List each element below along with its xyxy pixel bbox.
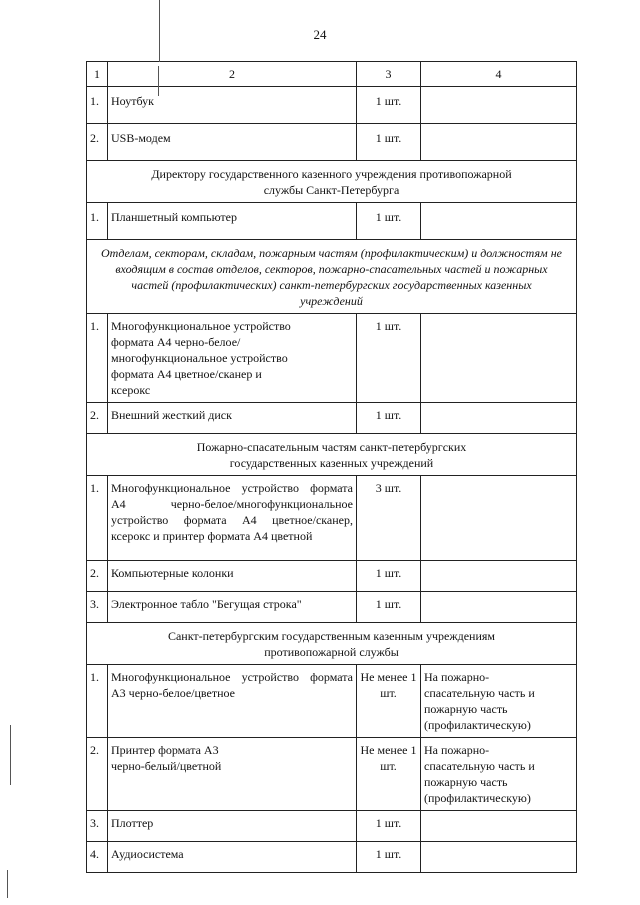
item-name: Планшетный компьютер xyxy=(108,203,357,240)
scan-mark xyxy=(7,870,8,898)
row-number: 2. xyxy=(87,561,108,592)
item-quantity: 1 шт. xyxy=(357,842,421,873)
table-row xyxy=(87,203,577,240)
item-note xyxy=(421,124,577,161)
table-row xyxy=(87,476,577,561)
item-note xyxy=(421,314,577,403)
row-number: 4. xyxy=(87,842,108,873)
item-note xyxy=(421,203,577,240)
item-note xyxy=(421,403,577,434)
section-title-fire-service: Санкт-петербургским государственным казенным учреждениям противопожарной службы xyxy=(87,623,577,665)
item-note: На пожарно-спасательную часть и пожарную часть (профилактическую) xyxy=(421,665,577,738)
item-name: Многофункциональное устройство формата А3 черно-белое/цветное xyxy=(108,665,357,738)
row-number: 2. xyxy=(87,738,108,811)
item-name: Компьютерные колонки xyxy=(108,561,357,592)
item-name: Аудиосистема xyxy=(108,842,357,873)
column-header: 3 xyxy=(357,62,421,87)
item-quantity: 1 шт. xyxy=(357,811,421,842)
table-row xyxy=(87,738,577,811)
row-number: 1. xyxy=(87,87,108,124)
row-number: 2. xyxy=(87,403,108,434)
item-name: Многофункциональное устройство формата А4 черно-белое/многофункциональное устройство формата А4 цветное/сканер и ксерокс xyxy=(108,314,357,403)
item-note xyxy=(421,592,577,623)
table-row xyxy=(87,314,577,403)
row-number: 1. xyxy=(87,203,108,240)
page-number: 24 xyxy=(313,27,327,42)
section-title-director: Директору государственного казенного учреждения противопожарной службы Санкт-Петербурга xyxy=(87,161,577,203)
table-header-row xyxy=(87,62,577,87)
section-header-row xyxy=(87,623,577,665)
item-quantity: 3 шт. xyxy=(357,476,421,561)
table-row xyxy=(87,842,577,873)
item-note: На пожарно-спасательную часть и пожарную часть (профилактическую) xyxy=(421,738,577,811)
row-number: 3. xyxy=(87,811,108,842)
item-note xyxy=(421,87,577,124)
scan-mark xyxy=(158,66,159,96)
item-name: Многофункциональное устройство формата А4 черно-белое/многофункциональное устройство формата А4 цветное/сканер, ксерокс и принтер формата А4 цветной xyxy=(108,476,357,561)
item-quantity: 1 шт. xyxy=(357,561,421,592)
equipment-table xyxy=(86,61,577,873)
row-number: 1. xyxy=(87,314,108,403)
table-row xyxy=(87,561,577,592)
section-header-row xyxy=(87,161,577,203)
item-quantity: 1 шт. xyxy=(357,203,421,240)
item-name: Принтер формата А3 черно-белый/цветной xyxy=(108,738,357,811)
table-row xyxy=(87,811,577,842)
section-header-row xyxy=(87,240,577,314)
table-row xyxy=(87,665,577,738)
table-row xyxy=(87,403,577,434)
row-number: 3. xyxy=(87,592,108,623)
section-title-rescue: Пожарно-спасательным частям санкт-петербургских государственных казенных учреждений xyxy=(87,434,577,476)
column-header: 2 xyxy=(108,62,357,87)
item-name: USB-модем xyxy=(108,124,357,161)
section-header-row xyxy=(87,434,577,476)
column-header: 4 xyxy=(421,62,577,87)
item-name: Внешний жесткий диск xyxy=(108,403,357,434)
item-quantity: Не менее 1 шт. xyxy=(357,665,421,738)
item-note xyxy=(421,476,577,561)
item-note xyxy=(421,842,577,873)
row-number: 2. xyxy=(87,124,108,161)
item-quantity: Не менее 1 шт. xyxy=(357,738,421,811)
item-note xyxy=(421,811,577,842)
scan-mark xyxy=(159,0,160,62)
row-number: 1. xyxy=(87,476,108,561)
table-row xyxy=(87,124,577,161)
item-quantity: 1 шт. xyxy=(357,87,421,124)
item-note xyxy=(421,561,577,592)
item-quantity: 1 шт. xyxy=(357,592,421,623)
item-quantity: 1 шт. xyxy=(357,403,421,434)
column-header: 1 xyxy=(87,62,108,87)
item-quantity: 1 шт. xyxy=(357,124,421,161)
table-row xyxy=(87,87,577,124)
item-name: Электронное табло "Бегущая строка" xyxy=(108,592,357,623)
item-name: Плоттер xyxy=(108,811,357,842)
table-row xyxy=(87,592,577,623)
item-name: Ноутбук xyxy=(108,87,357,124)
section-title-departments: Отделам, секторам, складам, пожарным частям (профилактическим) и должностям не входящим в состав отделов, секторов, пожарно-спасательных частей и пожарных частей (профилактических) санкт-петербургских государственных казенных учреждений xyxy=(87,240,577,314)
scan-mark xyxy=(10,725,11,785)
item-quantity: 1 шт. xyxy=(357,314,421,403)
row-number: 1. xyxy=(87,665,108,738)
